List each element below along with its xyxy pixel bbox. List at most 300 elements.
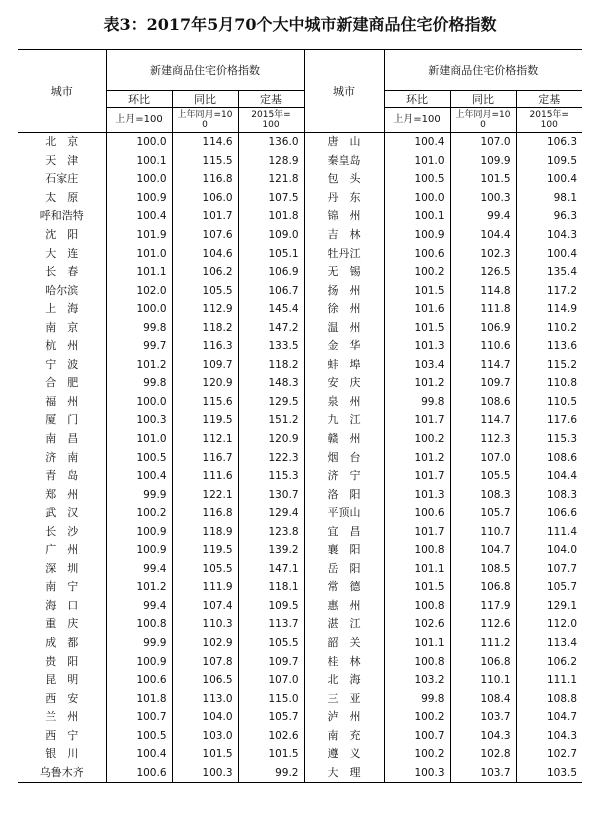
index-value-cell: 116.8 <box>172 504 238 523</box>
index-value-cell: 115.6 <box>172 393 238 412</box>
table-row <box>18 244 582 263</box>
city-cell: 济 南 <box>45 450 79 464</box>
index-value-cell: 108.8 <box>516 689 582 708</box>
index-value-cell: 107.0 <box>450 448 516 467</box>
city-cell: 襄 阳 <box>304 541 384 560</box>
yoy-base-left-text: 上年同月=100 <box>177 110 233 130</box>
table-row <box>18 448 582 467</box>
index-value-cell: 110.7 <box>450 522 516 541</box>
index-value-cell: 111.2 <box>450 634 516 653</box>
index-value-cell: 117.2 <box>516 281 582 300</box>
city-cell: 赣 州 <box>304 430 384 449</box>
index-value-cell: 112.3 <box>450 430 516 449</box>
table-row <box>18 578 582 597</box>
index-value-cell: 100.8 <box>384 541 450 560</box>
index-value-cell: 101.5 <box>450 170 516 189</box>
table-row <box>18 356 582 375</box>
table-row <box>18 152 582 171</box>
table-row <box>18 374 582 393</box>
city-cell: 北 京 <box>45 135 79 149</box>
index-value-cell: 100.4 <box>106 207 172 226</box>
index-value-cell: 114.8 <box>450 281 516 300</box>
index-value-cell: 102.3 <box>450 244 516 263</box>
city-cell: 唐 山 <box>304 133 384 152</box>
city-cell: 郑 州 <box>45 487 79 501</box>
index-value-cell: 109.7 <box>238 652 304 671</box>
mom-base-left: 上月=100 <box>106 108 172 133</box>
index-value-cell: 109.7 <box>172 356 238 375</box>
city-cell: 武 汉 <box>45 506 79 520</box>
group-header-right: 新建商品住宅价格指数 <box>384 50 582 91</box>
index-value-cell: 100.4 <box>516 244 582 263</box>
index-value-cell: 100.9 <box>106 189 172 208</box>
index-value-cell: 99.2 <box>238 764 304 783</box>
index-value-cell: 104.3 <box>516 727 582 746</box>
table-row <box>18 189 582 208</box>
group-header-left: 新建商品住宅价格指数 <box>106 50 304 91</box>
index-value-cell: 102.6 <box>384 615 450 634</box>
yoy-base-left <box>172 108 238 133</box>
index-value-cell: 106.6 <box>516 504 582 523</box>
index-value-cell: 104.7 <box>516 708 582 727</box>
city-cell: 昆 明 <box>45 673 79 687</box>
index-value-cell: 113.7 <box>238 615 304 634</box>
city-cell: 长 春 <box>45 265 79 279</box>
index-value-cell: 104.7 <box>450 541 516 560</box>
city-cell: 包 头 <box>304 170 384 189</box>
table-row <box>18 652 582 671</box>
city-cell: 惠 州 <box>304 597 384 616</box>
index-value-cell: 117.9 <box>450 597 516 616</box>
index-value-cell: 147.2 <box>238 318 304 337</box>
city-cell: 大 连 <box>45 246 79 260</box>
index-value-cell: 106.7 <box>238 281 304 300</box>
index-value-cell: 100.9 <box>106 522 172 541</box>
index-value-cell: 100.7 <box>106 708 172 727</box>
index-value-cell: 107.7 <box>516 560 582 579</box>
index-value-cell: 108.5 <box>450 560 516 579</box>
index-value-cell: 111.4 <box>516 522 582 541</box>
index-value-cell: 110.3 <box>172 615 238 634</box>
index-value-cell: 109.5 <box>516 152 582 171</box>
index-value-cell: 106.3 <box>516 133 582 152</box>
index-value-cell: 100.4 <box>106 467 172 486</box>
index-value-cell: 100.4 <box>516 170 582 189</box>
city-cell: 牡丹江 <box>304 244 384 263</box>
base-base-left <box>238 108 304 133</box>
city-cell: 西 宁 <box>45 728 79 742</box>
index-value-cell: 100.6 <box>106 671 172 690</box>
index-value-cell: 108.6 <box>450 393 516 412</box>
city-cell: 无 锡 <box>304 263 384 282</box>
city-cell: 洛 阳 <box>304 485 384 504</box>
table-row <box>18 708 582 727</box>
city-cell: 兰 州 <box>45 710 79 724</box>
index-value-cell: 104.4 <box>516 467 582 486</box>
index-value-cell: 100.8 <box>384 652 450 671</box>
yoy-header-left: 同比 <box>172 91 238 108</box>
city-cell: 乌鲁木齐 <box>18 764 106 783</box>
table-row <box>18 318 582 337</box>
index-value-cell: 99.8 <box>384 689 450 708</box>
price-index-table <box>18 49 582 783</box>
city-cell: 重 庆 <box>45 617 79 631</box>
city-cell: 九 江 <box>304 411 384 430</box>
city-cell: 徐 州 <box>304 300 384 319</box>
index-value-cell: 99.4 <box>450 207 516 226</box>
city-cell: 青 岛 <box>45 469 79 483</box>
index-value-cell: 107.8 <box>172 652 238 671</box>
city-cell: 太 原 <box>45 190 79 204</box>
index-value-cell: 111.9 <box>172 578 238 597</box>
city-cell: 南 昌 <box>45 432 79 446</box>
index-value-cell: 100.2 <box>106 504 172 523</box>
city-cell: 常 德 <box>304 578 384 597</box>
city-cell: 银 川 <box>45 747 79 761</box>
index-value-cell: 114.7 <box>450 356 516 375</box>
city-cell: 平顶山 <box>304 504 384 523</box>
index-value-cell: 99.8 <box>106 374 172 393</box>
index-value-cell: 103.7 <box>450 708 516 727</box>
table-row <box>18 597 582 616</box>
base-header-left: 定基 <box>238 91 304 108</box>
city-cell: 上 海 <box>45 302 79 316</box>
index-value-cell: 112.6 <box>450 615 516 634</box>
index-value-cell: 105.5 <box>238 634 304 653</box>
yoy-header-right: 同比 <box>450 91 516 108</box>
city-cell: 金 华 <box>304 337 384 356</box>
city-cell: 长 沙 <box>45 524 79 538</box>
index-value-cell: 100.7 <box>384 727 450 746</box>
base-header-right: 定基 <box>516 91 582 108</box>
city-cell: 宜 昌 <box>304 522 384 541</box>
index-value-cell: 100.1 <box>106 152 172 171</box>
index-value-cell: 113.0 <box>172 689 238 708</box>
index-value-cell: 129.1 <box>516 597 582 616</box>
index-value-cell: 99.8 <box>384 393 450 412</box>
index-value-cell: 102.6 <box>238 727 304 746</box>
table-body <box>18 133 582 783</box>
index-value-cell: 114.6 <box>172 133 238 152</box>
table-row <box>18 133 582 152</box>
index-value-cell: 114.9 <box>516 300 582 319</box>
index-value-cell: 108.4 <box>450 689 516 708</box>
table-row <box>18 689 582 708</box>
index-value-cell: 116.7 <box>172 448 238 467</box>
city-cell: 天 津 <box>45 153 79 167</box>
index-value-cell: 109.9 <box>450 152 516 171</box>
index-value-cell: 100.0 <box>106 300 172 319</box>
index-value-cell: 104.0 <box>172 708 238 727</box>
index-value-cell: 100.8 <box>106 615 172 634</box>
index-value-cell: 101.0 <box>106 430 172 449</box>
table-row <box>18 411 582 430</box>
city-cell: 遵 义 <box>304 745 384 764</box>
index-value-cell: 100.2 <box>384 745 450 764</box>
index-value-cell: 105.1 <box>238 244 304 263</box>
index-value-cell: 101.9 <box>106 226 172 245</box>
index-value-cell: 101.7 <box>172 207 238 226</box>
index-value-cell: 100.5 <box>106 448 172 467</box>
table-row <box>18 467 582 486</box>
index-value-cell: 119.5 <box>172 411 238 430</box>
index-value-cell: 106.8 <box>450 652 516 671</box>
index-value-cell: 102.8 <box>450 745 516 764</box>
index-value-cell: 112.1 <box>172 430 238 449</box>
index-value-cell: 101.1 <box>106 263 172 282</box>
index-value-cell: 104.6 <box>172 244 238 263</box>
index-value-cell: 126.5 <box>450 263 516 282</box>
city-cell: 石家庄 <box>45 172 79 186</box>
index-value-cell: 129.4 <box>238 504 304 523</box>
index-value-cell: 105.7 <box>238 708 304 727</box>
index-value-cell: 100.0 <box>106 133 172 152</box>
base-base-right-text: 2015年=100 <box>529 110 569 130</box>
table-row <box>18 560 582 579</box>
city-cell: 秦皇岛 <box>304 152 384 171</box>
index-value-cell: 107.6 <box>172 226 238 245</box>
table-row <box>18 504 582 523</box>
index-value-cell: 103.2 <box>384 671 450 690</box>
index-value-cell: 115.3 <box>516 430 582 449</box>
index-value-cell: 101.8 <box>106 689 172 708</box>
index-value-cell: 129.5 <box>238 393 304 412</box>
index-value-cell: 113.4 <box>516 634 582 653</box>
index-value-cell: 104.3 <box>516 226 582 245</box>
index-value-cell: 115.2 <box>516 356 582 375</box>
index-value-cell: 106.9 <box>450 318 516 337</box>
city-cell: 福 州 <box>45 394 79 408</box>
index-value-cell: 101.5 <box>384 281 450 300</box>
index-value-cell: 122.1 <box>172 485 238 504</box>
index-value-cell: 122.3 <box>238 448 304 467</box>
index-value-cell: 99.9 <box>106 485 172 504</box>
index-value-cell: 103.5 <box>516 764 582 783</box>
index-value-cell: 110.2 <box>516 318 582 337</box>
city-cell: 韶 关 <box>304 634 384 653</box>
index-value-cell: 100.3 <box>172 764 238 783</box>
index-value-cell: 107.4 <box>172 597 238 616</box>
index-value-cell: 100.3 <box>450 189 516 208</box>
city-cell: 湛 江 <box>304 615 384 634</box>
table-row <box>18 263 582 282</box>
index-value-cell: 101.2 <box>384 448 450 467</box>
city-cell: 南 宁 <box>45 580 79 594</box>
index-value-cell: 145.4 <box>238 300 304 319</box>
index-value-cell: 106.5 <box>172 671 238 690</box>
index-value-cell: 100.2 <box>384 430 450 449</box>
base-base-right <box>516 108 582 133</box>
city-cell: 广 州 <box>45 543 79 557</box>
city-cell: 蚌 埠 <box>304 356 384 375</box>
index-value-cell: 99.4 <box>106 560 172 579</box>
index-value-cell: 99.4 <box>106 597 172 616</box>
index-value-cell: 151.2 <box>238 411 304 430</box>
city-cell: 大 理 <box>304 764 384 783</box>
city-cell: 海 口 <box>45 598 79 612</box>
table-row <box>18 745 582 764</box>
index-value-cell: 110.1 <box>450 671 516 690</box>
index-value-cell: 106.2 <box>516 652 582 671</box>
index-value-cell: 111.1 <box>516 671 582 690</box>
table-row <box>18 485 582 504</box>
index-value-cell: 96.3 <box>516 207 582 226</box>
table-row <box>18 764 582 783</box>
index-value-cell: 100.6 <box>106 764 172 783</box>
index-value-cell: 101.8 <box>238 207 304 226</box>
index-value-cell: 102.0 <box>106 281 172 300</box>
index-value-cell: 106.0 <box>172 189 238 208</box>
index-value-cell: 121.8 <box>238 170 304 189</box>
index-value-cell: 101.3 <box>384 337 450 356</box>
mom-header-left: 环比 <box>106 91 172 108</box>
index-value-cell: 107.5 <box>238 189 304 208</box>
index-value-cell: 101.1 <box>384 634 450 653</box>
index-value-cell: 100.9 <box>106 652 172 671</box>
index-value-cell: 100.2 <box>384 708 450 727</box>
table-row <box>18 541 582 560</box>
table-row <box>18 430 582 449</box>
index-value-cell: 101.5 <box>238 745 304 764</box>
city-cell: 沈 阳 <box>45 228 79 241</box>
index-value-cell: 100.4 <box>106 745 172 764</box>
table-row <box>18 522 582 541</box>
yoy-base-right-text: 上年同月=100 <box>455 110 511 130</box>
index-value-cell: 108.6 <box>516 448 582 467</box>
index-value-cell: 118.1 <box>238 578 304 597</box>
base-base-left-text: 2015年=100 <box>251 110 291 130</box>
table-row <box>18 281 582 300</box>
index-value-cell: 107.0 <box>450 133 516 152</box>
city-cell: 安 庆 <box>304 374 384 393</box>
index-value-cell: 108.3 <box>450 485 516 504</box>
index-value-cell: 105.5 <box>172 281 238 300</box>
city-cell: 西 安 <box>45 691 79 705</box>
mom-base-right: 上月=100 <box>384 108 450 133</box>
index-value-cell: 147.1 <box>238 560 304 579</box>
index-value-cell: 101.5 <box>384 578 450 597</box>
index-value-cell: 115.0 <box>238 689 304 708</box>
city-cell: 宁 波 <box>45 357 79 371</box>
index-value-cell: 115.5 <box>172 152 238 171</box>
index-value-cell: 100.9 <box>106 541 172 560</box>
index-value-cell: 123.8 <box>238 522 304 541</box>
table-row <box>18 634 582 653</box>
index-value-cell: 101.2 <box>106 578 172 597</box>
city-cell: 锦 州 <box>304 207 384 226</box>
index-value-cell: 100.8 <box>384 597 450 616</box>
city-cell: 南 京 <box>45 320 79 334</box>
index-value-cell: 113.6 <box>516 337 582 356</box>
index-value-cell: 98.1 <box>516 189 582 208</box>
city-cell: 泸 州 <box>304 708 384 727</box>
table-row <box>18 337 582 356</box>
city-cell: 扬 州 <box>304 281 384 300</box>
index-value-cell: 105.7 <box>516 578 582 597</box>
table-row <box>18 727 582 746</box>
index-value-cell: 100.6 <box>384 504 450 523</box>
city-cell: 南 充 <box>304 727 384 746</box>
index-value-cell: 103.0 <box>172 727 238 746</box>
index-value-cell: 118.9 <box>172 522 238 541</box>
index-value-cell: 101.6 <box>384 300 450 319</box>
index-value-cell: 106.2 <box>172 263 238 282</box>
index-value-cell: 101.1 <box>384 560 450 579</box>
table-row <box>18 207 582 226</box>
city-cell: 济 宁 <box>304 467 384 486</box>
index-value-cell: 100.0 <box>384 189 450 208</box>
page-title: 表3：2017年5月70个大中城市新建商品住宅价格指数 <box>103 15 497 34</box>
table-row <box>18 615 582 634</box>
index-value-cell: 101.7 <box>384 467 450 486</box>
city-cell: 三 亚 <box>304 689 384 708</box>
city-header-left: 城市 <box>18 50 106 133</box>
index-value-cell: 148.3 <box>238 374 304 393</box>
index-value-cell: 115.3 <box>238 467 304 486</box>
city-cell: 贵 阳 <box>45 654 79 668</box>
index-value-cell: 119.5 <box>172 541 238 560</box>
city-cell: 温 州 <box>304 318 384 337</box>
city-cell: 岳 阳 <box>304 560 384 579</box>
index-value-cell: 101.0 <box>384 152 450 171</box>
index-value-cell: 99.8 <box>106 318 172 337</box>
index-value-cell: 100.4 <box>384 133 450 152</box>
index-value-cell: 101.7 <box>384 522 450 541</box>
index-value-cell: 111.8 <box>450 300 516 319</box>
index-value-cell: 105.5 <box>450 467 516 486</box>
index-value-cell: 110.8 <box>516 374 582 393</box>
index-value-cell: 102.7 <box>516 745 582 764</box>
index-value-cell: 99.9 <box>106 634 172 653</box>
index-value-cell: 117.6 <box>516 411 582 430</box>
index-value-cell: 116.3 <box>172 337 238 356</box>
index-value-cell: 101.7 <box>384 411 450 430</box>
index-value-cell: 106.8 <box>450 578 516 597</box>
table-row <box>18 393 582 412</box>
index-value-cell: 103.7 <box>450 764 516 783</box>
index-value-cell: 101.3 <box>384 485 450 504</box>
index-value-cell: 105.7 <box>450 504 516 523</box>
index-value-cell: 111.6 <box>172 467 238 486</box>
city-cell: 桂 林 <box>304 652 384 671</box>
city-cell: 呼和浩特 <box>39 209 84 223</box>
index-value-cell: 110.6 <box>450 337 516 356</box>
index-value-cell: 128.9 <box>238 152 304 171</box>
city-cell: 北 海 <box>304 671 384 690</box>
index-value-cell: 107.0 <box>238 671 304 690</box>
city-cell: 杭 州 <box>45 339 79 353</box>
index-value-cell: 104.0 <box>516 541 582 560</box>
index-value-cell: 133.5 <box>238 337 304 356</box>
index-value-cell: 109.5 <box>238 597 304 616</box>
index-value-cell: 101.2 <box>106 356 172 375</box>
index-value-cell: 100.6 <box>384 244 450 263</box>
city-cell: 成 都 <box>45 636 79 650</box>
index-value-cell: 100.9 <box>384 226 450 245</box>
table-row <box>18 170 582 189</box>
index-value-cell: 112.0 <box>516 615 582 634</box>
city-cell: 深 圳 <box>45 561 79 575</box>
city-cell: 吉 林 <box>304 226 384 245</box>
index-value-cell: 139.2 <box>238 541 304 560</box>
index-value-cell: 112.9 <box>172 300 238 319</box>
table-row <box>18 300 582 319</box>
index-value-cell: 100.5 <box>384 170 450 189</box>
index-value-cell: 120.9 <box>172 374 238 393</box>
index-value-cell: 100.3 <box>106 411 172 430</box>
index-value-cell: 100.0 <box>106 393 172 412</box>
index-value-cell: 135.4 <box>516 263 582 282</box>
